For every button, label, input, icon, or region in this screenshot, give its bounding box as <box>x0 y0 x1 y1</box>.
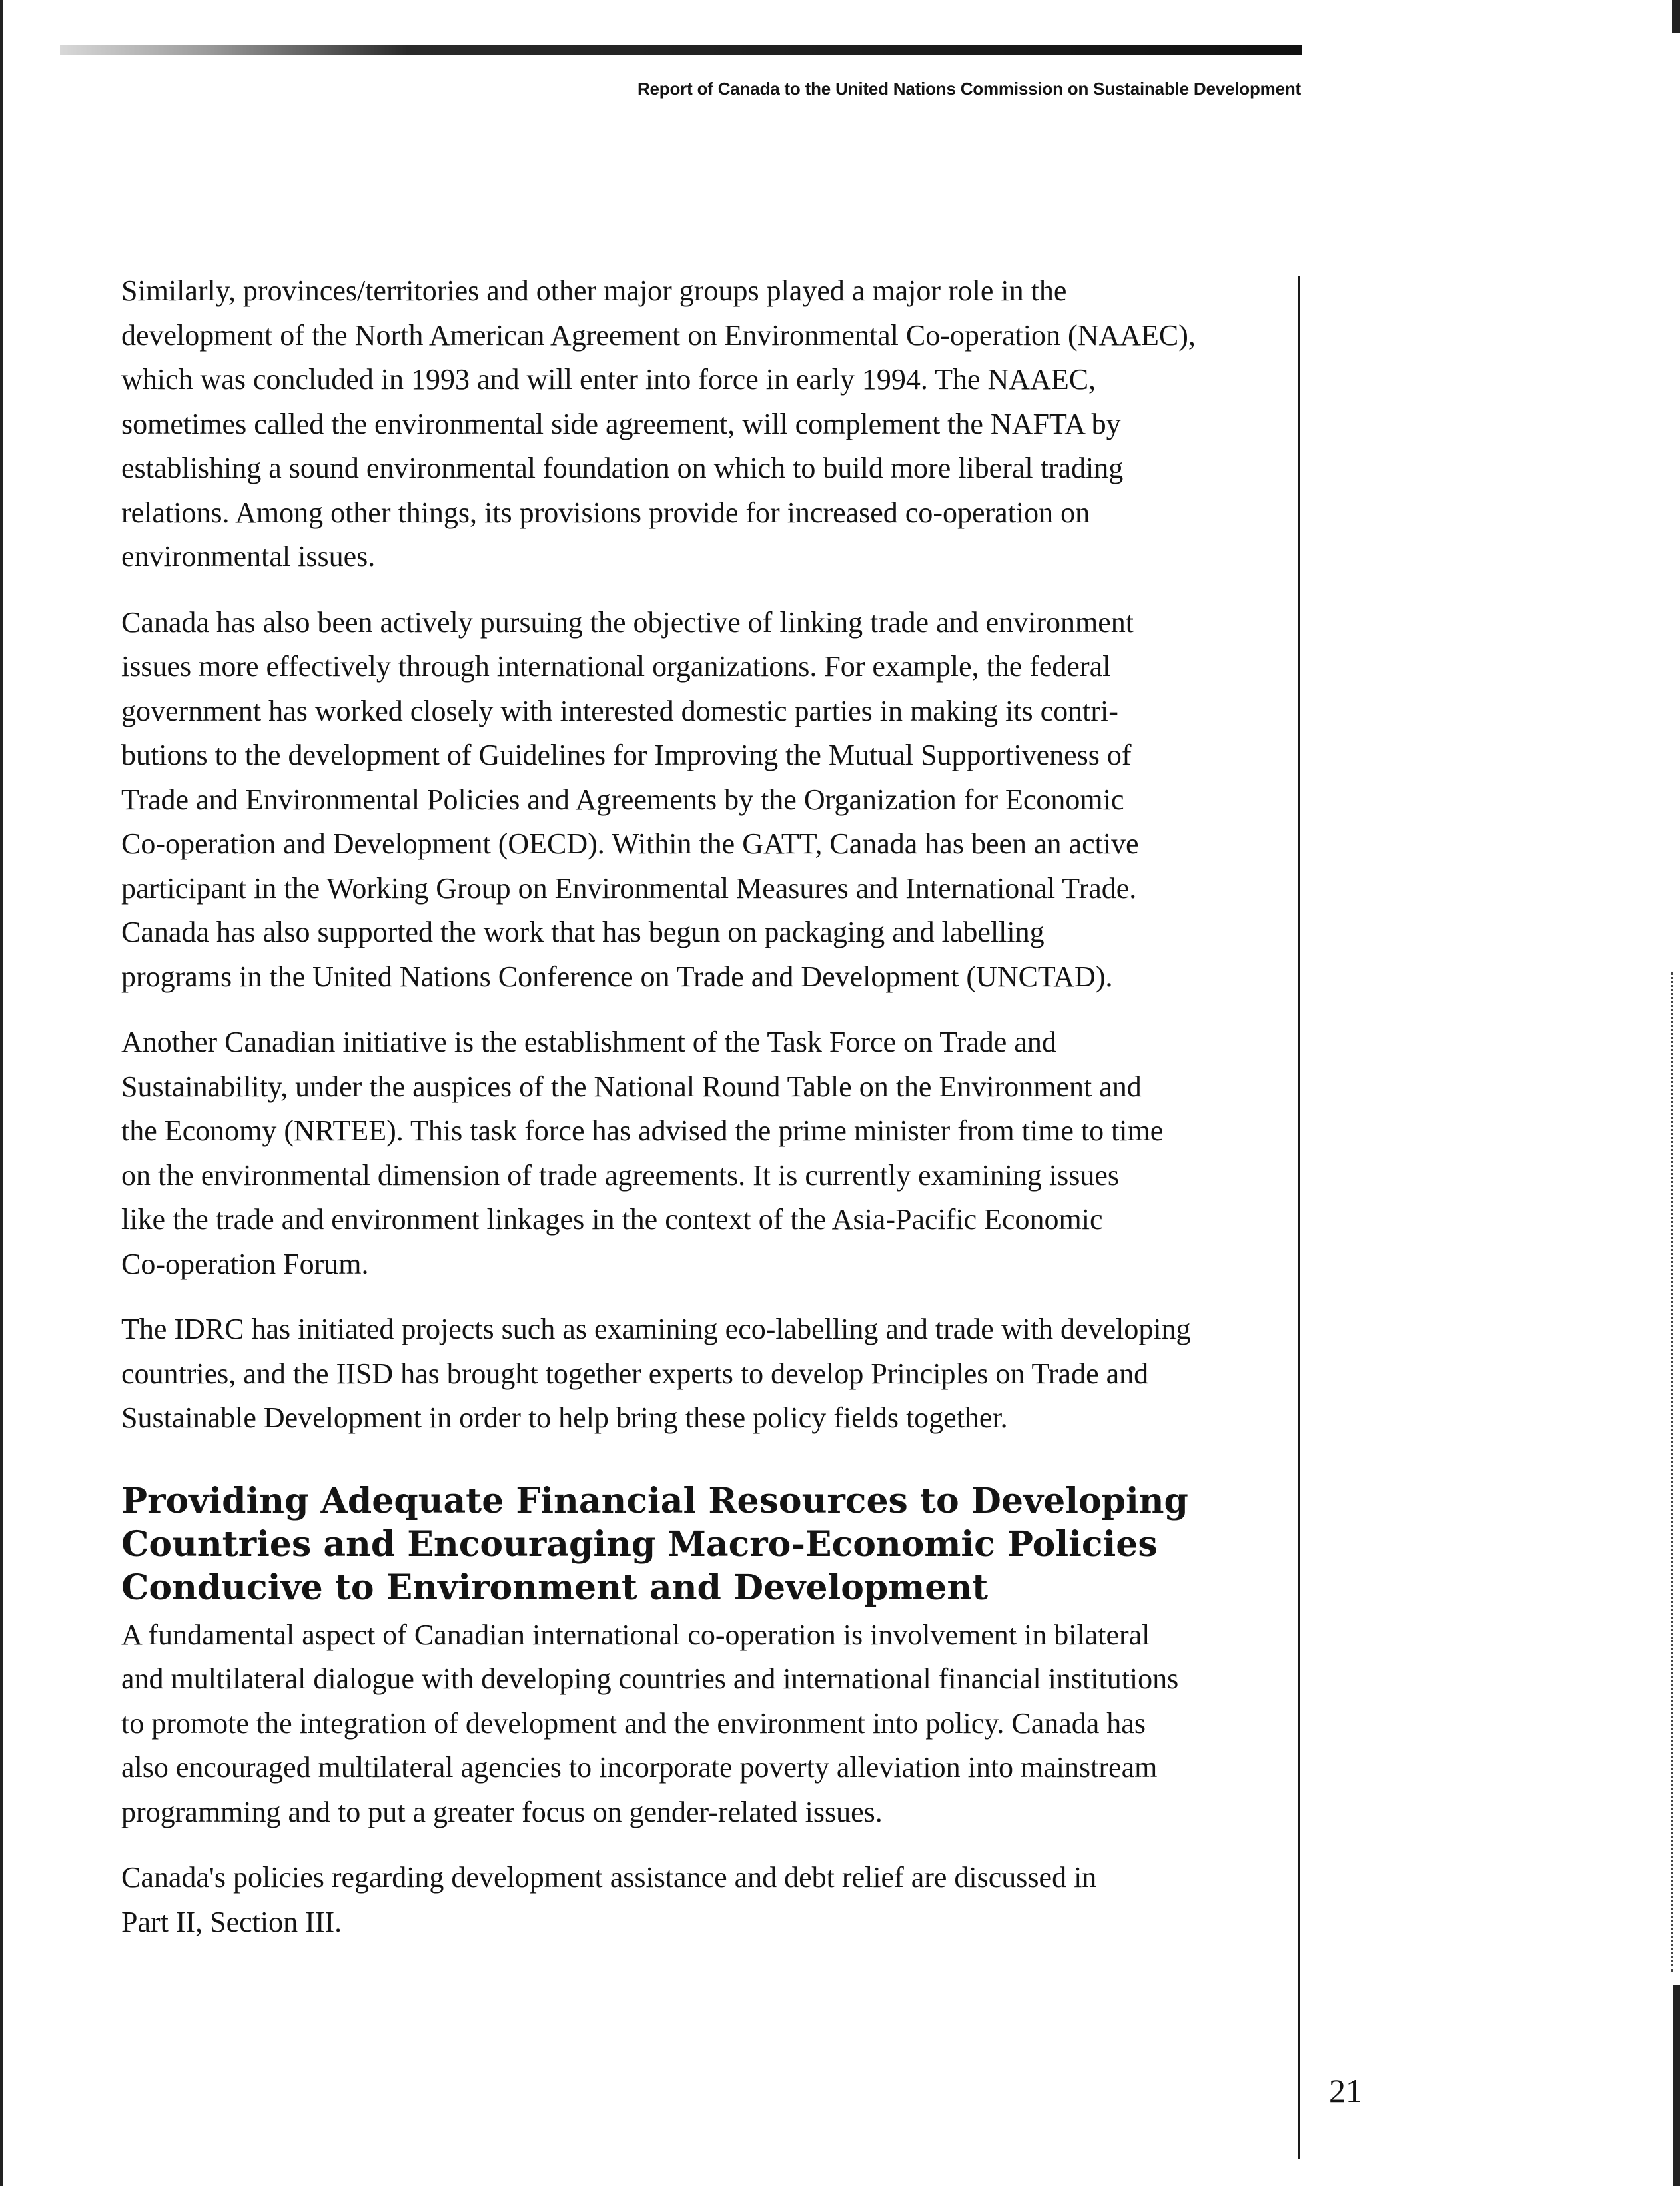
text-line: and multilateral dialogue with developing countries and international financial institutions <box>121 1662 1179 1695</box>
text-line: Canada has also been actively pursuing the objective of linking trade and environment <box>121 605 1134 639</box>
text-line: Co-operation Forum. <box>121 1247 369 1280</box>
text-line: also encouraged multilateral agencies to incorporate poverty alleviation into mainstream <box>121 1751 1158 1784</box>
heading-line: Countries and Encouraging Macro-Economic Policies <box>121 1523 1158 1565</box>
text-line: programs in the United Nations Conference on Trade and Development (UNCTAD). <box>121 960 1113 993</box>
heading-line: Conducive to Environment and Development <box>121 1567 989 1608</box>
scan-right-edge-top <box>1672 0 1680 33</box>
text-line: Canada's policies regarding development assistance and debt relief are discussed in <box>121 1861 1097 1894</box>
text-line: Another Canadian initiative is the establishment of the Task Force on Trade and <box>121 1026 1056 1058</box>
margin-rule <box>1298 276 1300 2159</box>
text-line: on the environmental dimension of trade agreements. It is currently examining issues <box>121 1158 1120 1192</box>
text-line: Sustainability, under the auspices of the National Round Table on the Environment and <box>121 1070 1142 1103</box>
text-line: Canada has also supported the work that has begun on packaging and labelling <box>121 916 1045 948</box>
text-line: which was concluded in 1993 and will enter into force in early 1994. The NAAEC, <box>121 363 1096 396</box>
text-line: the Economy (NRTEE). This task force has advised the prime minister from time to time <box>121 1114 1164 1147</box>
running-header: Report of Canada to the United Nations Commission on Sustainable Development <box>637 79 1301 99</box>
text-line: butions to the development of Guidelines for Improving the Mutual Supportiveness of <box>121 739 1132 771</box>
text-line: participant in the Working Group on Environmental Measures and International Trade. <box>121 871 1137 905</box>
text-line: A fundamental aspect of Canadian international co-operation is involvement in bilateral <box>121 1618 1150 1651</box>
text-line: relations. Among other things, its provisions provide for increased co-operation on <box>121 496 1090 529</box>
text-line: Similarly, provinces/territories and other major groups played a major role in the <box>121 274 1067 307</box>
text-line: Trade and Environmental Policies and Agreements by the Organization for Economic <box>121 783 1124 816</box>
text-line: countries, and the IISD has brought together experts to develop Principles on Trade and <box>121 1357 1149 1390</box>
text-line: The IDRC has initiated projects such as examining eco-labelling and trade with developing <box>121 1313 1191 1345</box>
text-line: government has worked closely with interested domestic parties in making its contri- <box>121 694 1118 727</box>
text-line: Part II, Section III. <box>121 1905 342 1938</box>
page-body <box>121 269 1267 1966</box>
scan-right-edge-bottom <box>1673 1985 1680 2186</box>
paragraph-international-organizations <box>121 601 1267 1000</box>
heading-line: Providing Adequate Financial Resources to Developing <box>121 1480 1188 1521</box>
page-number: 21 <box>1329 2072 1362 2109</box>
scan-left-edge <box>0 0 3 2186</box>
paragraph-fundamental-aspect <box>121 1613 1267 1835</box>
paragraph-debt-relief <box>121 1856 1267 1944</box>
text-line: establishing a sound environmental foundation on which to build more liberal trading <box>121 452 1124 484</box>
text-line: environmental issues. <box>121 540 376 573</box>
paragraph-naaec <box>121 269 1267 579</box>
text-line: like the trade and environment linkages in the context of the Asia-Pacific Economic <box>121 1203 1103 1236</box>
text-line: programming and to put a greater focus on gender-related issues. <box>121 1795 883 1828</box>
header-rule <box>60 45 1302 55</box>
text-line: Sustainable Development in order to help bring these policy fields together. <box>121 1401 1008 1434</box>
text-line: issues more effectively through international organizations. For example, the federal <box>121 650 1111 683</box>
scan-right-edge-mid <box>1669 972 1673 1972</box>
text-line: Co-operation and Development (OECD). Within the GATT, Canada has been an active <box>121 827 1139 860</box>
text-line: to promote the integration of development and the environment into policy. Canada has <box>121 1706 1146 1740</box>
text-line: development of the North American Agreement on Environmental Co-operation (NAAEC), <box>121 318 1196 352</box>
paragraph-task-force <box>121 1020 1267 1286</box>
text-line: sometimes called the environmental side agreement, will complement the NAFTA by <box>121 407 1121 440</box>
paragraph-idrc <box>121 1307 1267 1441</box>
section-heading <box>121 1479 1267 1609</box>
